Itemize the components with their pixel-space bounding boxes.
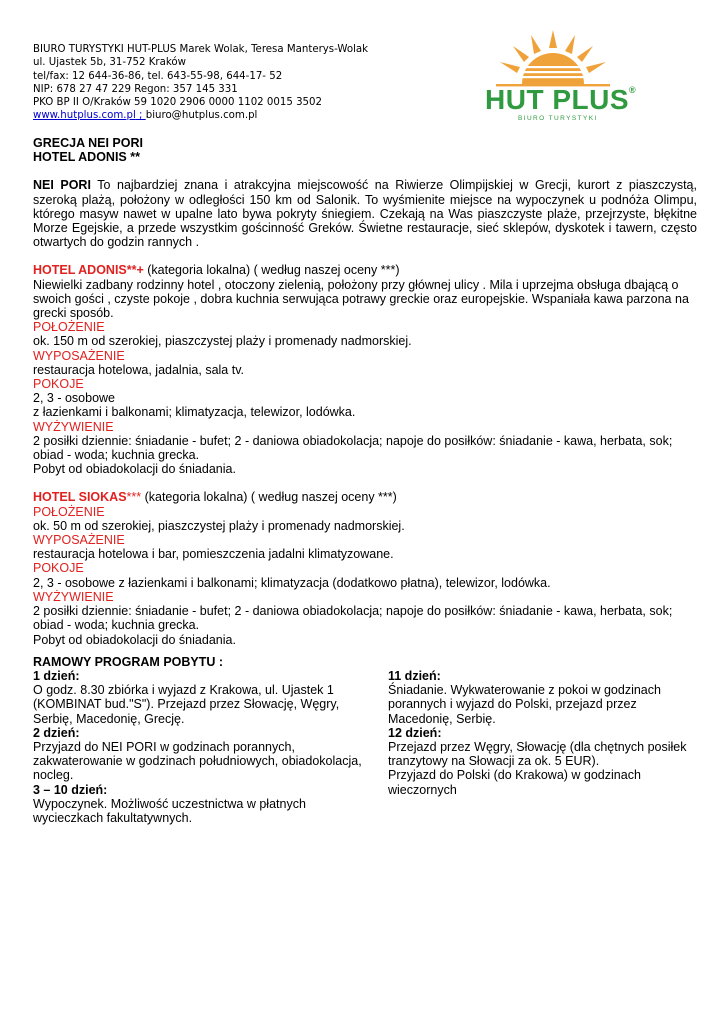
hotel-adonis-header — [33, 263, 697, 277]
sun-logo-icon — [478, 22, 628, 92]
adonis-rooms-label: POKOJE — [33, 377, 84, 392]
day-heading: 2 dzień: — [33, 725, 80, 740]
day-description: Przejazd przez Węgry, Słowację (dla chętnych posiłek tranzytowy na Słowacji za ok. 5 EUR). — [388, 740, 687, 769]
website-link[interactable]: www.hutplus.com.pl — [33, 110, 136, 122]
adonis-location-label: POŁOŻENIE — [33, 320, 105, 335]
letterhead — [33, 43, 393, 123]
siokas-equipment-label: WYPOSAŻENIE — [33, 533, 125, 548]
intro-text: To najbardziej znana i atrakcyjna miejscowość na Riwierze Olimpijskiej w Grecji, kurort z piaszczystą, szeroką plażą, położony w odległości 150 km od Salonik. To wyśmienite miejsce na wypoczynek u podnóża Olimpu, którego masyw nawet w upalne lato bywa pokryty śniegiem. Czekają na Was piaszczyste plaże, przejrzyste, błękitne Morze Egejskie, a przede wszystkim gościnność Greków. Świetne restauracje, sieć sklepów, dyskotek i tawern, często otwartych do godzin rannych . — [33, 178, 697, 250]
adonis-stay: Pobyt od obiadokolacji do śniadania. — [33, 462, 236, 477]
adonis-rooms-capacity: 2, 3 - osobowe — [33, 391, 115, 406]
siokas-stay: Pobyt od obiadokolacji do śniadania. — [33, 632, 236, 647]
company-bank-account: PKO BP II O/Kraków 59 1020 2906 0000 1102 0015 3502 — [33, 97, 322, 109]
hut-plus-logo — [478, 22, 637, 122]
link-separator[interactable]: ; — [135, 110, 146, 122]
siokas-food: 2 posiłki dziennie: śniadanie - bufet; 2 - daniowa obiadokolacja; napoje do posiłków: śniadanie - kawa, herbata, sok; obiad - woda; kuchnia grecka. — [33, 604, 673, 633]
day-description: O godz. 8.30 zbiórka i wyjazd z Krakowa, ul. Ujastek 1 (KOMBINAT bud."S"). Przejazd przez Słowację, Węgry, Serbię, Macedonię, Grecję. — [33, 683, 340, 726]
siokas-location: ok. 50 m od szerokiej, piaszczystej plaży i promenady nadmorskiej. — [33, 518, 405, 533]
email-address: biuro@hutplus.com.pl — [145, 110, 258, 122]
company-tax-ids: NIP: 678 27 47 229 Regon: 357 145 331 — [33, 83, 238, 95]
company-contacts — [33, 109, 393, 122]
company-name: BIURO TURYSTYKI HUT-PLUS Marek Wolak, Teresa Manterys-Wolak — [33, 44, 369, 55]
main-content — [33, 136, 697, 647]
company-phone: tel/fax: 12 644-36-86, tel. 643-55-98, 644-17- 52 — [33, 70, 283, 82]
day-heading: 11 dzień: — [388, 669, 441, 683]
hotel-siokas-name: HOTEL SIOKAS — [33, 490, 127, 505]
day-description: Śniadanie. Wykwaterowanie z pokoi w godzinach porannych i wyjazd do Polski, przejazd przez Macedonię, Serbię. — [388, 683, 661, 726]
day-heading: 1 dzień: — [33, 669, 80, 683]
adonis-equipment-label: WYPOSAŻENIE — [33, 348, 125, 363]
program-left-column — [33, 669, 363, 825]
registered-mark: ® — [629, 84, 637, 95]
program-section — [33, 655, 697, 826]
siokas-food-label: WYŻYWIENIE — [33, 589, 114, 604]
program-right-column — [388, 669, 703, 797]
day-description: Przyjazd do NEI PORI w godzinach porannych, zakwaterowanie w godzinach południowych, obiadokolacja, nocleg. — [33, 740, 362, 783]
adonis-equipment: restauracja hotelowa, jadalnia, sala tv. — [33, 362, 244, 377]
adonis-food-label: WYŻYWIENIE — [33, 419, 114, 434]
adonis-location: ok. 150 m od szerokiej, piaszczystej plaży i promenady nadmorskiej. — [33, 334, 412, 349]
logo-subtitle: BIURO TURYSTYKI — [518, 115, 598, 122]
logo-wordmark: HUT PLUS — [485, 84, 629, 115]
intro-label: NEI PORI — [33, 178, 91, 193]
day-description: Wypoczynek. Możliwość uczestnictwa w płatnych wycieczkach fakultatywnych. — [33, 796, 306, 826]
page-subtitle: HOTEL ADONIS ** — [33, 150, 140, 165]
hotel-siokas-category: (kategoria lokalna) ( według naszej oceny ***) — [141, 490, 397, 505]
hotel-adonis-category: (kategoria lokalna) ( według naszej oceny ***) — [143, 263, 400, 278]
program-title: RAMOWY PROGRAM POBYTU : — [33, 655, 224, 669]
hotel-adonis-description: Niewielki zadbany rodzinny hotel , otoczony zielenią, położony przy głównej ulicy . Mila i uprzejma obsługa dbającą o swoich gości , czyste pokoje , dobra kuchnia serwująca potrawy greckie oraz europejskie. Wspaniała kawa parzona na grecki sposób. — [33, 277, 689, 321]
intro-paragraph — [33, 178, 697, 249]
siokas-rooms-label: POKOJE — [33, 561, 84, 576]
day-heading: 12 dzień: — [388, 725, 442, 740]
hotel-siokas-stars: *** — [126, 490, 142, 505]
hotel-adonis-name: HOTEL ADONIS**+ — [33, 263, 144, 278]
day-description: Przyjazd do Polski (do Krakowa) w godzinach wieczornych — [388, 768, 641, 797]
adonis-food: 2 posiłki dziennie: śniadanie - bufet; 2 - daniowa obiadokolacja; napoje do posiłków: śniadanie - kawa, herbata, sok; obiad - woda; kuchnia grecka. — [33, 433, 673, 463]
company-address: ul. Ujastek 5b, 31-752 Kraków — [33, 57, 186, 69]
day-heading: 3 – 10 dzień: — [33, 782, 108, 797]
siokas-rooms: 2, 3 - osobowe z łazienkami i balkonami; klimatyzacja (dodatkowo płatna), telewizor, lodówka. — [33, 575, 551, 590]
adonis-rooms-amenities: z łazienkami i balkonami; klimatyzacja, telewizor, lodówka. — [33, 405, 356, 420]
page-title: GRECJA NEI PORI — [33, 136, 143, 150]
hotel-siokas-header — [33, 490, 697, 504]
siokas-equipment: restauracja hotelowa i bar, pomieszczenia jadalni klimatyzowane. — [33, 547, 394, 562]
siokas-location-label: POŁOŻENIE — [33, 504, 105, 519]
